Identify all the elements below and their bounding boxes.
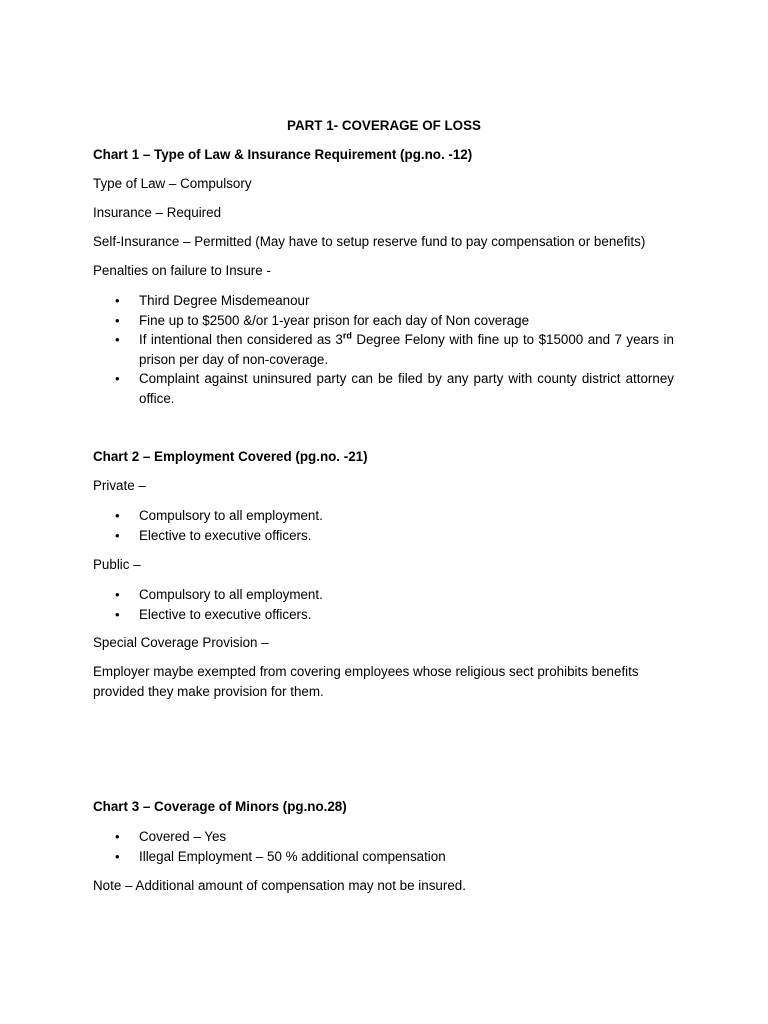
bullet-icon: • <box>115 508 120 523</box>
bullet-icon: • <box>115 293 120 308</box>
special-coverage-text: Employer maybe exempted from covering employees whose religious sect prohibits benefits provided they make provision for them. <box>93 664 639 699</box>
self-insurance-line: Self-Insurance – Permitted (May have to setup reserve fund to pay compensation or benefits) <box>93 234 646 249</box>
list-item: • Complaint against uninsured party can be filed by any party with county district attorney office. <box>115 371 674 406</box>
penalties-list <box>93 291 674 408</box>
public-list <box>93 585 674 624</box>
public-label: Public – <box>93 557 141 572</box>
bullet-icon: • <box>115 848 120 864</box>
list-item: • Compulsory to all employment. <box>93 585 674 605</box>
bullet-icon: • <box>115 312 120 328</box>
list-item: • Elective to executive officers. <box>93 605 674 625</box>
page-title: PART 1- COVERAGE OF LOSS <box>287 118 481 133</box>
special-coverage-label: Special Coverage Provision – <box>93 635 269 650</box>
bullet-icon: • <box>115 829 120 844</box>
list-item: • Third Degree Misdemeanour <box>93 291 674 311</box>
list-item: • Elective to executive officers. <box>93 526 674 546</box>
bullet-icon: • <box>115 587 120 602</box>
bullet-icon: • <box>115 606 120 622</box>
bullet-icon: • <box>115 332 120 347</box>
ordinal-superscript: rd <box>342 330 352 341</box>
chart3-heading: Chart 3 – Coverage of Minors (pg.no.28) <box>93 799 347 814</box>
list-item: • If intentional then considered as 3rd Degree Felony with fine up to $15000 and 7 years in prison per day of non-coverage. <box>115 330 674 367</box>
bullet-icon: • <box>115 527 120 543</box>
note-line: Note – Additional amount of compensation may not be insured. <box>93 878 466 893</box>
bullet-icon: • <box>115 371 120 386</box>
minors-list <box>93 827 674 866</box>
list-item: • Fine up to $2500 &/or 1-year prison for each day of Non coverage <box>93 311 674 331</box>
private-list <box>93 506 674 545</box>
list-item: • Compulsory to all employment. <box>93 506 674 526</box>
type-of-law-line: Type of Law – Compulsory <box>93 176 252 191</box>
private-label: Private – <box>93 478 146 493</box>
list-item: • Covered – Yes <box>93 827 674 847</box>
insurance-line: Insurance – Required <box>93 205 222 220</box>
chart1-heading: Chart 1 – Type of Law & Insurance Requirement (pg.no. -12) <box>93 147 473 162</box>
list-item: • Illegal Employment – 50 % additional compensation <box>93 847 674 867</box>
penalties-label: Penalties on failure to Insure - <box>93 263 271 278</box>
chart2-heading: Chart 2 – Employment Covered (pg.no. -21) <box>93 449 368 464</box>
